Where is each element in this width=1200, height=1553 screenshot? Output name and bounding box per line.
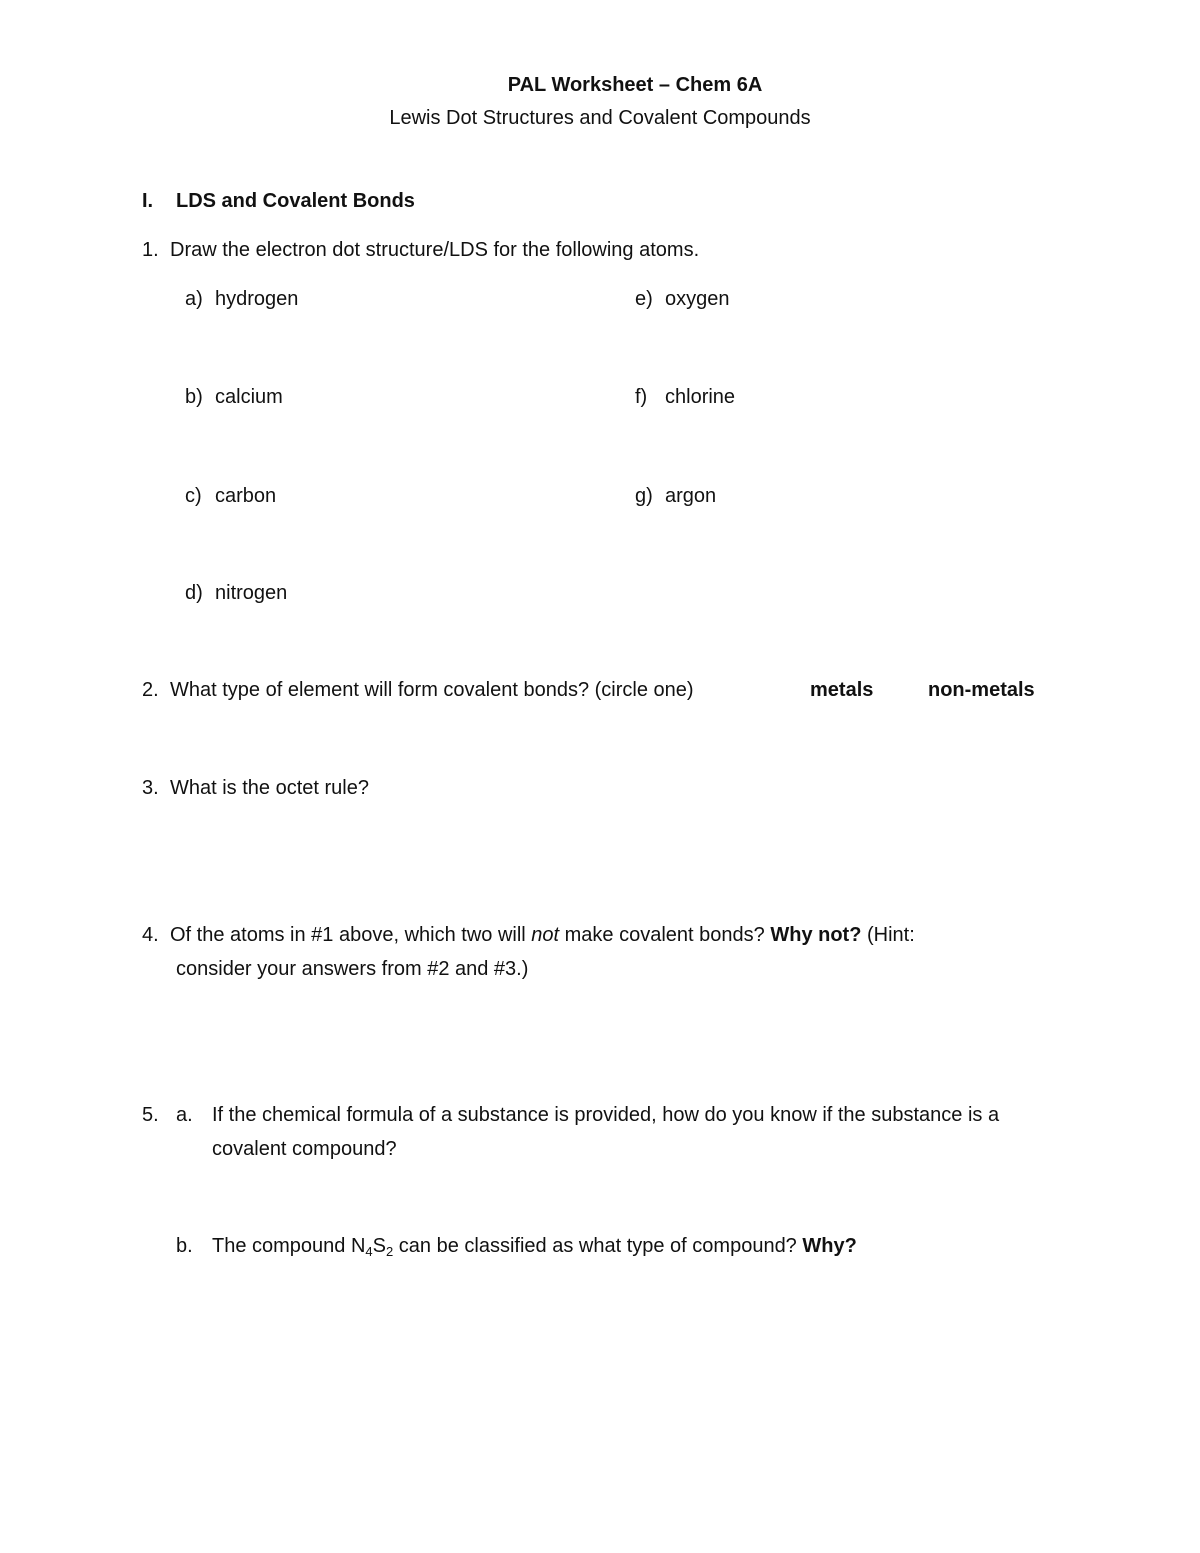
section-title: LDS and Covalent Bonds [176,190,415,212]
choice-metals[interactable]: metals [810,679,874,701]
question-1 [142,239,699,262]
question-4-text-cont: make covalent bonds? [559,924,771,946]
worksheet-subtitle: Lewis Dot Structures and Covalent Compounds [389,107,811,129]
atom-item-label: hydrogen [215,288,299,310]
question-5a-line-1: If the chemical formula of a substance is provided, how do you know if the substance is a [212,1104,1000,1126]
section-number: I. [142,190,154,212]
question-5a-marker: a. [176,1104,193,1126]
question-5b-text: The compound N [212,1235,366,1257]
worksheet-title: PAL Worksheet – Chem 6A [507,74,763,96]
question-4-line-2: consider your answers from #2 and #3.) [176,958,529,980]
atom-item-label: oxygen [665,288,730,310]
atom-item-letter: d) [185,582,203,604]
question-2-number: 2. [142,679,159,701]
section-heading [142,190,415,213]
formula-sulfur: S [372,1235,386,1257]
question-4-hint-start: (Hint: [861,924,915,946]
choice-non-metals[interactable]: non-metals [928,679,1035,701]
question-5-number: 5. [142,1104,159,1126]
question-5b-marker: b. [176,1235,193,1257]
atom-item-label: chlorine [665,386,736,408]
atom-item-letter: f) [635,386,648,408]
question-3-text: What is the octet rule? [170,777,369,799]
atom-item-label: carbon [215,485,277,507]
atom-item-label: argon [665,485,717,507]
atom-item-letter: e) [635,288,653,310]
question-3-number: 3. [142,777,159,799]
question-4-emphasis: not [531,924,560,946]
atom-item-letter: g) [635,485,653,507]
question-1-text: Draw the electron dot structure/LDS for the following atoms. [170,239,700,261]
question-4-number: 4. [142,924,159,946]
question-5b [212,1235,857,1258]
question-5a-line-2: covalent compound? [212,1138,397,1160]
question-5b-bold: Why? [802,1235,857,1257]
atom-item-letter: a) [185,288,203,310]
question-3 [142,777,369,800]
question-4 [142,924,915,947]
atom-item-argon [635,485,716,508]
subscript-2: 2 [386,1244,394,1259]
atom-item-oxygen [635,288,730,311]
question-2-text: What type of element will form covalent bonds? (circle one) [170,679,694,701]
atom-item-letter: c) [185,485,202,507]
atom-item-letter: b) [185,386,203,408]
atom-item-chlorine [635,386,735,409]
atom-item-carbon [185,485,276,508]
atom-item-calcium [185,386,283,409]
atom-item-label: nitrogen [215,582,288,604]
subscript-4: 4 [365,1244,373,1259]
question-2 [142,679,694,702]
question-4-bold: Why not? [770,924,862,946]
question-5b-text-cont: can be classified as what type of compound? [393,1235,803,1257]
question-1-number: 1. [142,239,159,261]
question-4-text: Of the atoms in #1 above, which two will [170,924,532,946]
atom-item-hydrogen [185,288,298,311]
atom-item-nitrogen [185,582,287,605]
atom-item-label: calcium [215,386,283,408]
